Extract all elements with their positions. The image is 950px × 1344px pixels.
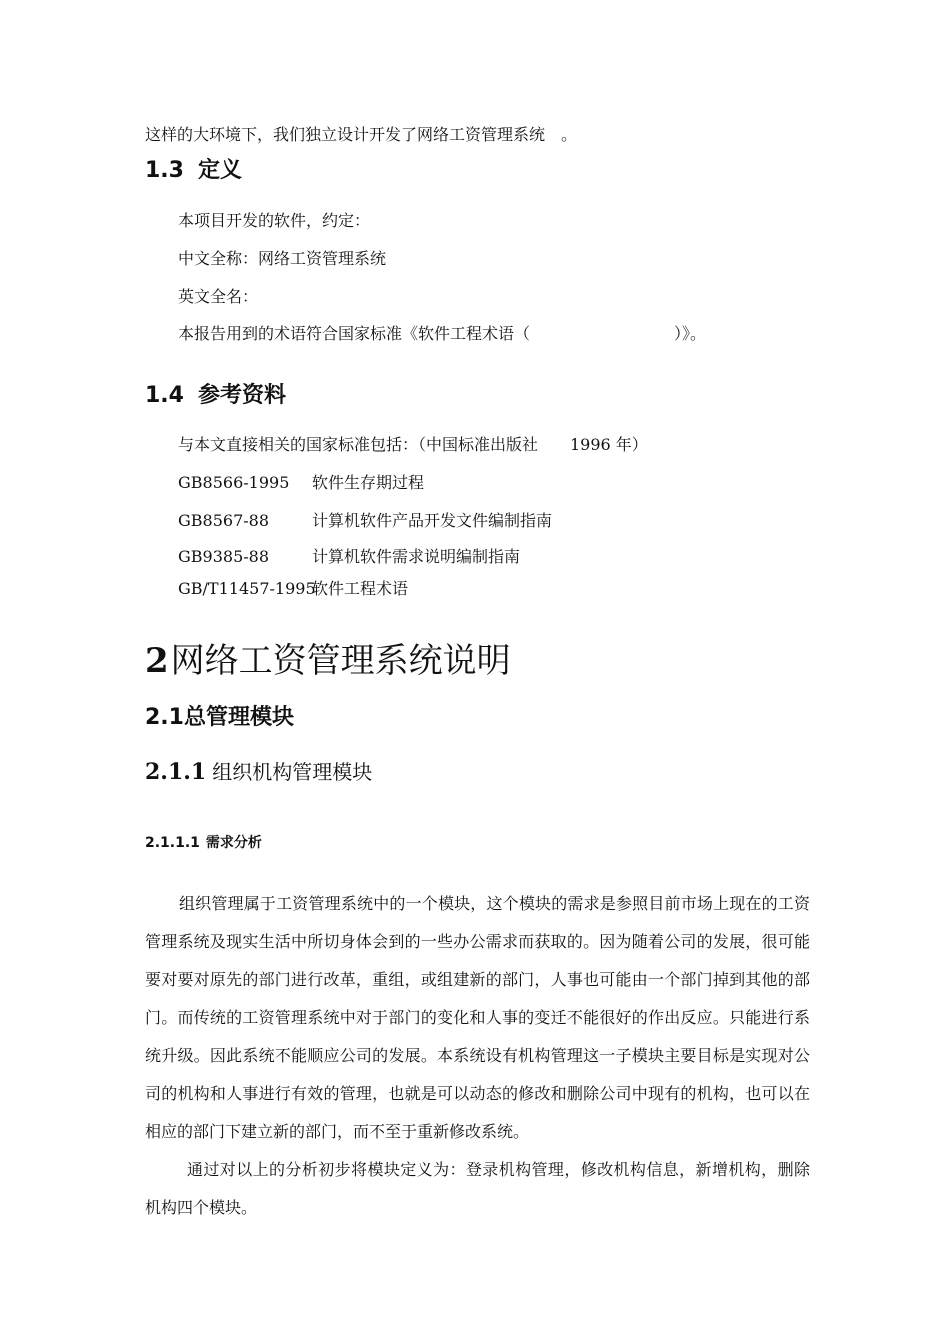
standard-name: 软件生存期过程 bbox=[312, 473, 425, 492]
paragraph: 通过对以上的分析初步将模块定义为：登录机构管理，修改机构信息，新增机构，删除机构四个模块。 bbox=[145, 1160, 810, 1217]
section-title: 组织机构管理模块 bbox=[212, 760, 373, 784]
section-title: 定义 bbox=[197, 158, 242, 183]
standard-item bbox=[178, 510, 552, 532]
section-number: 2.1 bbox=[145, 705, 184, 730]
standard-name: 计算机软件产品开发文件编制指南 bbox=[312, 511, 553, 530]
definition-line: 英文全名： bbox=[178, 287, 259, 306]
section-2-1-1-1-heading bbox=[145, 833, 262, 853]
section-number: 1.4 bbox=[145, 383, 184, 408]
standard-code: GB/T11457-1995 bbox=[178, 579, 316, 598]
section-title: 参考资料 bbox=[197, 383, 286, 408]
section-number: 2.1.1.1 bbox=[145, 835, 200, 851]
section-number: 1.3 bbox=[145, 158, 184, 183]
chapter-number: 2 bbox=[145, 641, 169, 681]
section-title: 需求分析 bbox=[205, 835, 262, 851]
standard-item bbox=[178, 546, 520, 568]
intro-line: 这样的大环境下，我们独立设计开发了网络工资管理系统 。 bbox=[145, 125, 578, 144]
section-1-4-heading bbox=[145, 382, 286, 410]
section-2-1-1-heading bbox=[145, 758, 372, 786]
section-1-3-heading bbox=[145, 157, 242, 185]
body-text bbox=[145, 885, 810, 1227]
definition-line: 中文全称：网络工资管理系统 bbox=[178, 249, 387, 268]
definition-line: 本报告用到的术语符合国家标准《软件工程术语（ ）》。 bbox=[178, 324, 707, 343]
standard-item bbox=[178, 578, 408, 600]
definition-line: 本项目开发的软件，约定： bbox=[178, 211, 371, 230]
section-number: 2.1.1 bbox=[145, 759, 207, 785]
chapter-title: 网络工资管理系统说明 bbox=[170, 641, 511, 681]
standard-code: GB9385-88 bbox=[178, 547, 270, 566]
section-title: 总管理模块 bbox=[183, 705, 294, 730]
chapter-2-heading bbox=[145, 641, 511, 681]
standards-intro: 与本文直接相关的国家标准包括：（中国标准出版社 1996 年） bbox=[178, 435, 648, 454]
paragraph: 组织管理属于工资管理系统中的一个模块，这个模块的需求是参照目前市场上现在的工资管理系统及现实生活中所切身体会到的一些办公需求而获取的。因为随着公司的发展，很可能要对要对原先的部门进行改革，重组，或组建新的部门，人事也可能由一个部门掉到其他的部门。而传统的工资管理系统中对于部门的变化和人事的变迁不能很好的作出反应。只能进行系统升级。因此系统不能顺应公司的发展。本系统设有机构管理这一子模块主要目标是实现对公司的机构和人事进行有效的管理，也就是可以动态的修改和删除公司中现有的机构，也可以在相应的部门下建立新的部门，而不至于重新修改系统。 bbox=[145, 894, 810, 1141]
standard-name: 计算机软件需求说明编制指南 bbox=[312, 547, 521, 566]
standard-code: GB8567-88 bbox=[178, 511, 270, 530]
section-2-1-heading bbox=[145, 704, 294, 732]
standard-item bbox=[178, 472, 424, 494]
standard-code: GB8566-1995 bbox=[178, 473, 290, 492]
standard-name: 软件工程术语 bbox=[312, 579, 409, 598]
